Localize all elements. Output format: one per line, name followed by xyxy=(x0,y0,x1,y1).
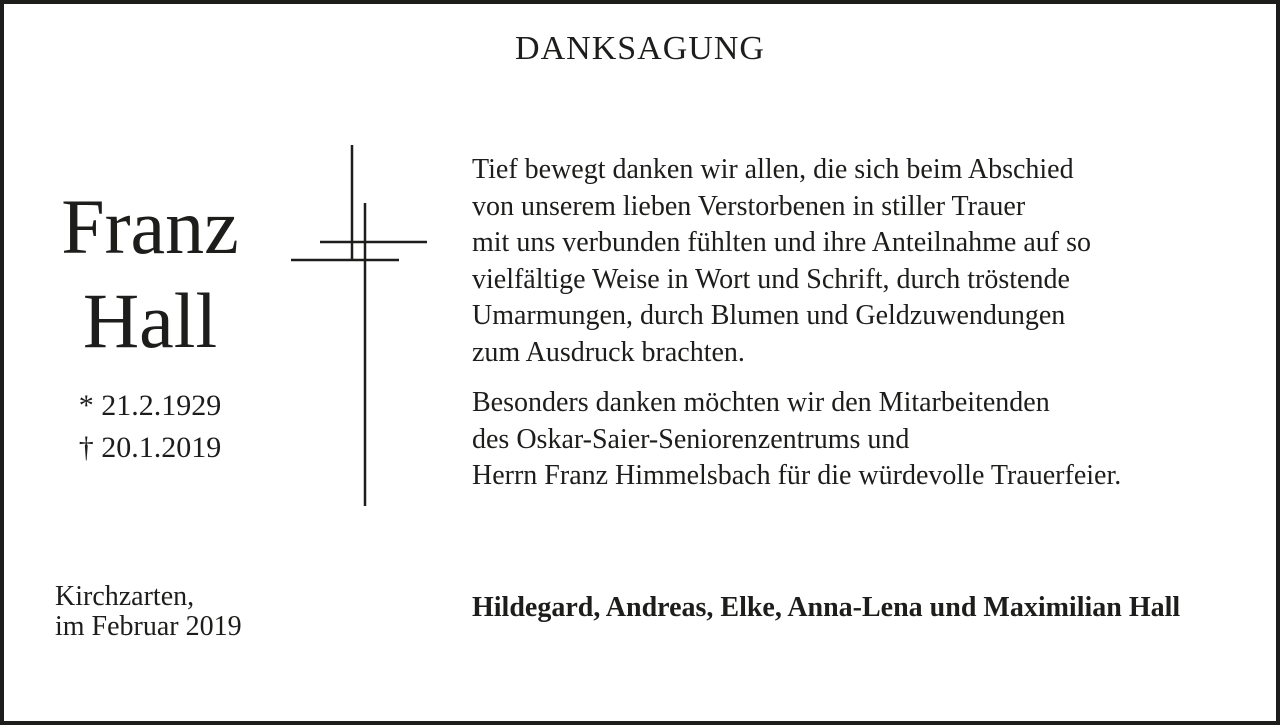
cross-icon xyxy=(275,140,435,510)
message-line: Herrn Franz Himmelsbach für die würdevolle Trauerfeier. xyxy=(472,460,1122,491)
message-line: Tief bewegt danken wir allen, die sich beim Abschied xyxy=(472,154,1074,185)
message-line: vielfältige Weise in Wort und Schrift, durch tröstende xyxy=(472,263,1070,295)
message-line: Umarmungen, durch Blumen und Geldzuwendungen xyxy=(472,300,1066,331)
deceased-name xyxy=(40,182,260,366)
notice-heading: DANKSAGUNG xyxy=(515,30,765,67)
date: im Februar 2019 xyxy=(55,611,242,642)
death-date: † 20.1.2019 xyxy=(78,431,222,464)
deceased-first-name: Franz xyxy=(61,183,239,270)
family-signature: Hildegard, Andreas, Elke, Anna-Lena und Maximilian Hall xyxy=(472,592,1181,623)
message-line: des Oskar-Saier-Seniorenzentrums und xyxy=(472,423,910,455)
message-line: Besonders danken möchten wir den Mitarbeitenden xyxy=(472,387,1050,418)
place-and-date xyxy=(55,582,242,642)
message-paragraph-2 xyxy=(472,385,1252,495)
message-line: mit uns verbunden fühlten und ihre Anteilnahme auf so xyxy=(472,227,1091,258)
thank-you-message xyxy=(472,152,1252,495)
message-paragraph-1 xyxy=(472,152,1252,371)
place: Kirchzarten, xyxy=(55,581,195,612)
message-line: von unserem lieben Verstorbenen in stiller Trauer xyxy=(472,190,1026,222)
birth-date: * 21.2.1929 xyxy=(78,389,222,422)
message-line: zum Ausdruck brachten. xyxy=(472,336,745,368)
life-dates xyxy=(60,385,240,469)
deceased-last-name: Hall xyxy=(82,277,218,364)
